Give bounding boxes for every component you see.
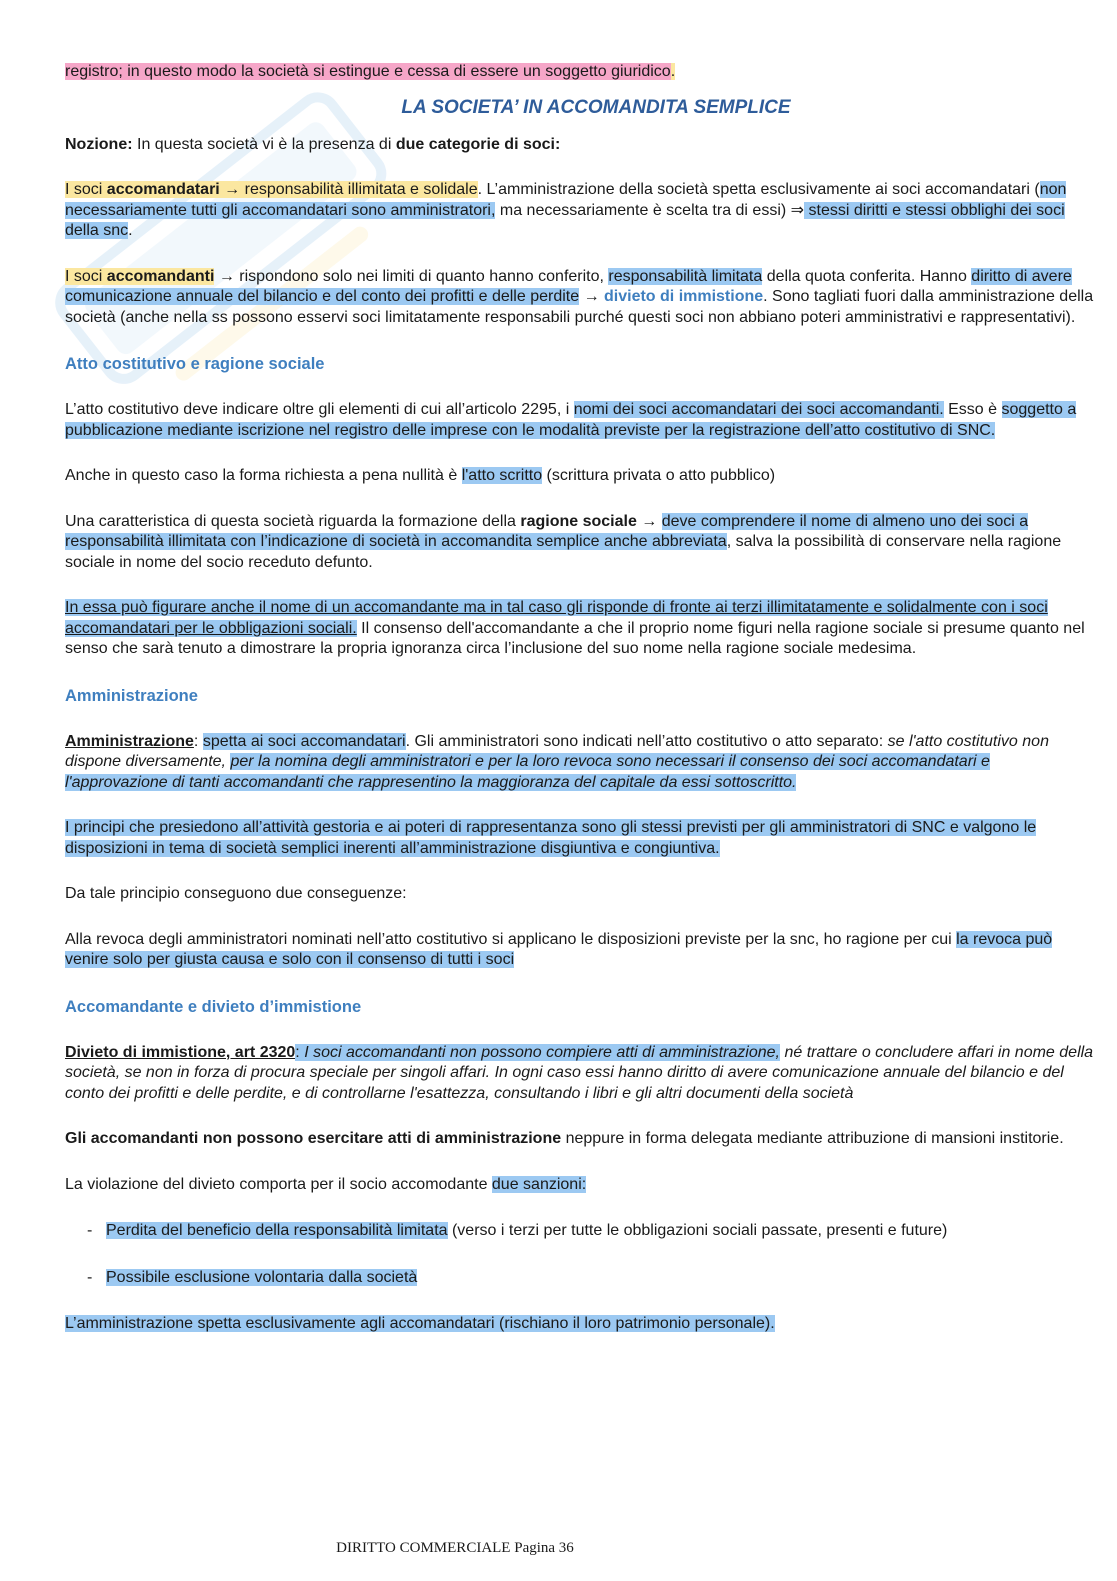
accomandante-nome-paragraph: In essa può figurare anche il nome di un accomandante ma in tal caso gli risponde di fronte ai terzi illimitatamente e solidalmente con i soci accomandatari per le obbligazioni sociali. Il consenso dell'accomandante a che il proprio nome figuri nella ragione sociale si presume quanto nel senso che sarà tenuto a dimostrare la propria ignoranza circa l’inclusione del suo nome nella ragione sociale medesima. <box>65 599 1085 657</box>
forma-paragraph: Anche in questo caso la forma richiesta a pena nullità è l'atto scritto (scrittura privata o atto pubblico) <box>65 467 776 484</box>
section-heading-divieto: Accomandante e divieto d’immistione <box>65 997 362 1016</box>
page-title: LA SOCIETA’ IN ACCOMANDITA SEMPLICE <box>401 96 791 118</box>
accomandatari-paragraph: I soci accomandatari → responsabilità illimitata e solidale. L’amministrazione della società spetta esclusivamente ai soci accomandatari (non necessariamente tutti gli accomandatari sono amministratori, ma necessariamente è scelta tra di essi) ⇒ stessi diritti e stessi obblighi dei soci della snc. <box>65 181 1067 239</box>
atto-paragraph: L’atto costitutivo deve indicare oltre gli elementi di cui all’articolo 2295, i nomi dei soci accomandatari dei soci accomandanti. Esso è soggetto a pubblicazione mediante iscrizione nel registro delle imprese con le modalità previste per la registrazione dell’atto costitutivo di SNC. <box>65 401 1077 439</box>
document-page <box>65 62 1097 1335</box>
amministrazione-paragraph: Amministrazione: spetta ai soci accomandatari. Gli amministratori sono indicati nell’atto costitutivo o atto separato: se l'atto costitutivo non dispone diversamente, per la nomina degli amministratori e per la loro revoca sono necessari il consenso dei soci accomandatari e l'approvazione di tanti accomandanti che rappresentino la maggioranza del capitale da essi sottoscritto. <box>65 732 1049 791</box>
violazione-paragraph: La violazione del divieto comporta per il socio accomodante due sanzioni: <box>65 1175 587 1193</box>
conseguenze-paragraph: Da tale principio conseguono due conseguenze: <box>65 885 407 902</box>
revoca-paragraph: Alla revoca degli amministratori nominati nell’atto costitutivo si applicano le disposizioni previste per la snc, ho ragione per cui la revoca può venire solo per giusta causa e solo con il consenso di tutti i soci <box>65 930 1053 968</box>
accomandanti-atti-paragraph: Gli accomandanti non possono esercitare atti di amministrazione neppure in forma delegata mediante attribuzione di mansioni institorie. <box>65 1130 1064 1147</box>
page-footer: DIRITTO COMMERCIALE Pagina 36 <box>336 1540 574 1556</box>
principi-paragraph: I principi che presiedono all’attività gestoria e ai poteri di rappresentanza sono gli stessi previsti per gli amministratori di SNC e valgono le disposizioni in tema di società semplici inerenti all’amministrazione disgiuntiva e congiuntiva. <box>65 819 1037 857</box>
section-heading-atto: Atto costitutivo e ragione sociale <box>65 355 325 373</box>
ragione-sociale-paragraph: Una caratteristica di questa società riguarda la formazione della ragione sociale → deve comprendere il nome di almeno uno dei soci a responsabilità illimitata con l’indicazione di società in accomandita semplice anche abbreviata, salva la possibilità di conservare nella ragione sociale in nome del socio receduto defunto. <box>65 512 1062 571</box>
list-item: - Perdita del beneficio della responsabilità limitata (verso i terzi per tutte le obbligazioni sociali passate, presenti e future) <box>87 1220 1097 1242</box>
divieto-paragraph: Divieto di immistione, art 2320: I soci accomandanti non possono compiere atti di amministrazione, né trattare o concludere affari in nome della società, se non in forza di procura speciale per singoli affari. In ogni caso essi hanno diritto di avere comunicazione annuale del bilancio e del conto dei profitti e delle perdite, e di controllarne l'esattezza, consultando i libri e gli altri documenti della società <box>65 1043 1094 1102</box>
nozione-paragraph: Nozione: In questa società vi è la presenza di due categorie di soci: <box>65 135 561 153</box>
section-heading-amministrazione: Amministrazione <box>65 686 198 705</box>
list-item: - Possibile esclusione volontaria dalla società <box>87 1267 1097 1289</box>
intro-line: registro; in questo modo la società si estingue e cessa di essere un soggetto giuridico. <box>65 63 676 80</box>
accomandanti-paragraph: I soci accomandanti → rispondono solo nei limiti di quanto hanno conferito, responsabilità limitata della quota conferita. Hanno diritto di avere comunicazione annuale del bilancio e del conto dei profitti e delle perdite → divieto di immistione. Sono tagliati fuori dalla amministrazione della società (anche nella ss possono esservi soci limitatamente responsabili purché questi soci non abbiano poteri amministrativi e rappresentativi). <box>65 267 1094 326</box>
sanzioni-list <box>65 1220 1097 1289</box>
final-paragraph: L’amministrazione spetta esclusivamente agli accomandatari (rischiano il loro patrimonio personale). <box>65 1315 775 1332</box>
